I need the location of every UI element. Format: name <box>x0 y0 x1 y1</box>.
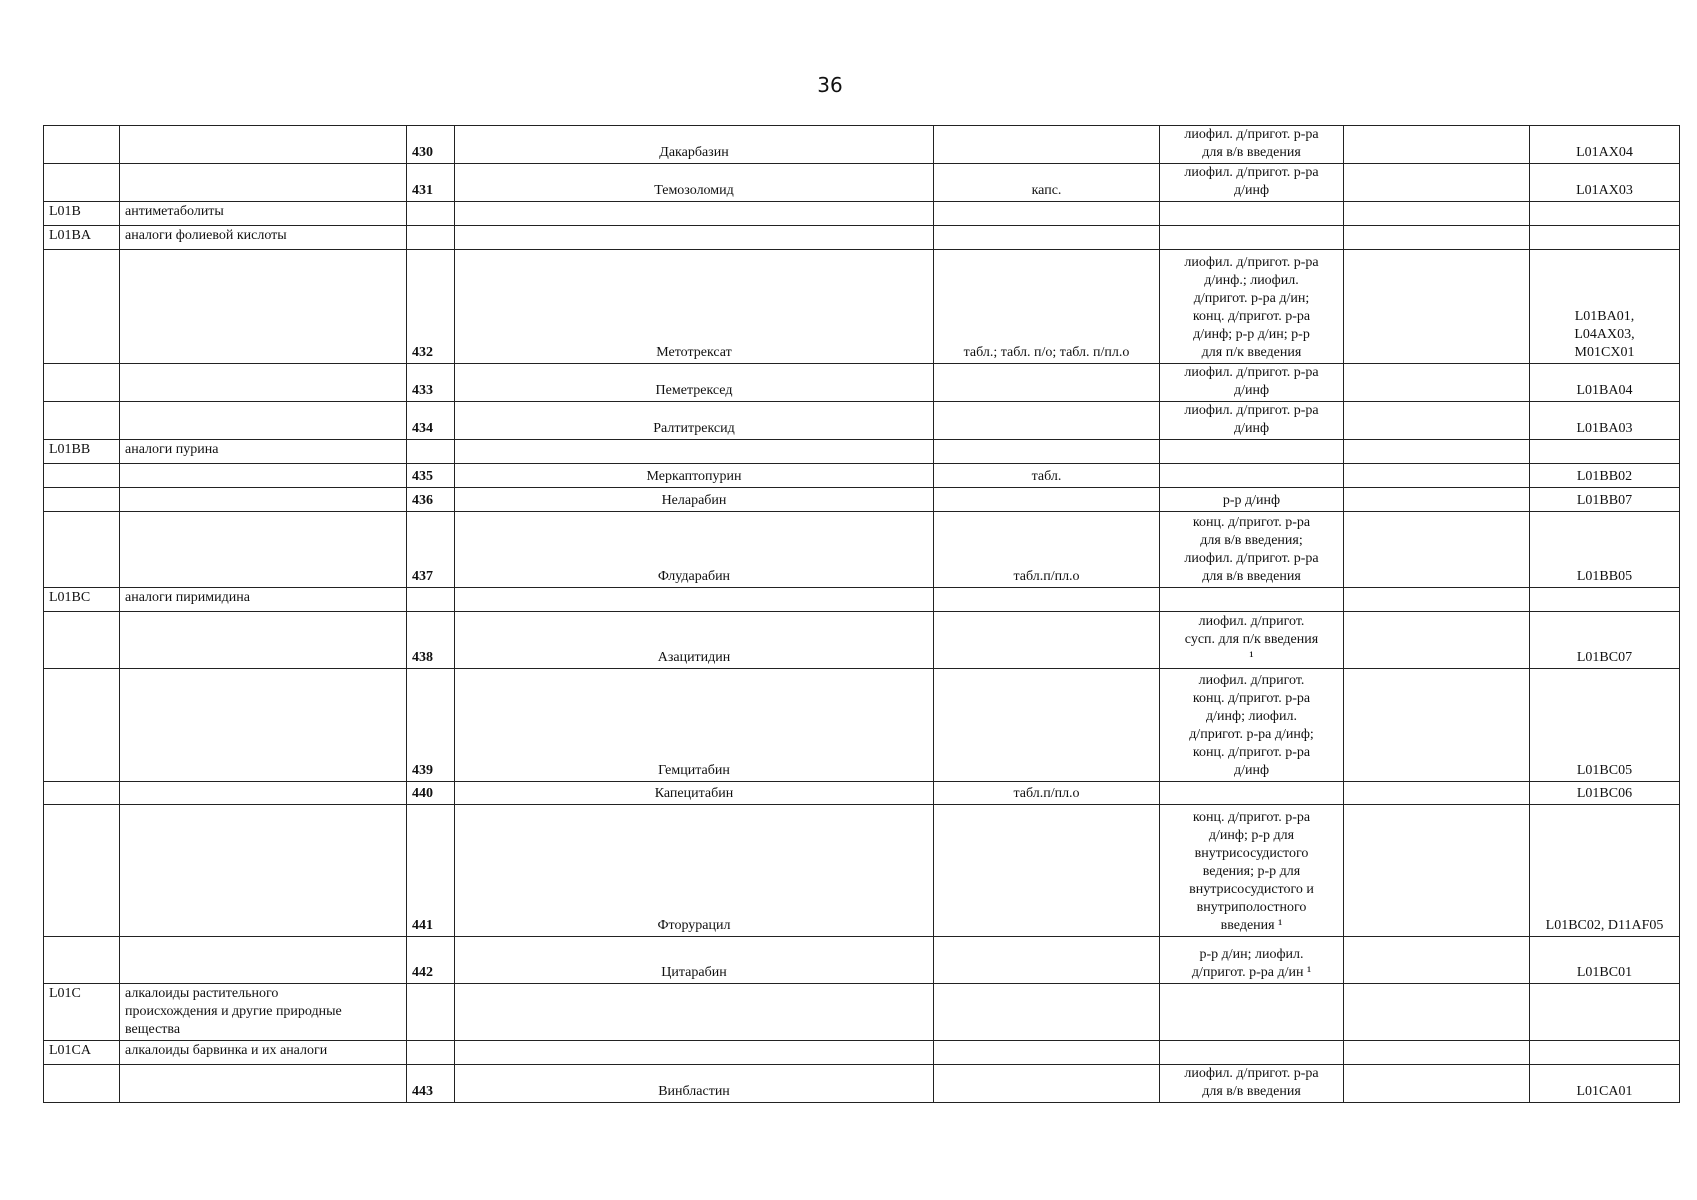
atc-group-code-cell <box>44 126 120 164</box>
table-body <box>44 126 1680 1103</box>
injectable-form-cell <box>1160 164 1344 202</box>
row-number-text: 430 <box>412 145 433 160</box>
injectable-form-text: лиофил. д/пригот. р-ра для в/в введения <box>1184 127 1319 160</box>
atc-group-code-text: L01CA <box>49 1043 91 1058</box>
atc-code-text: L01AX03 <box>1576 183 1633 198</box>
drug-row <box>44 402 1680 440</box>
atc-code-cell <box>1530 588 1680 612</box>
atc-group-code-cell <box>44 226 120 250</box>
empty-column-cell <box>1344 937 1530 984</box>
drug-name-text: Гемцитабин <box>658 763 730 778</box>
drug-name-cell <box>455 1065 934 1103</box>
injectable-form-text: лиофил. д/пригот. р-ра д/инф <box>1184 403 1319 436</box>
oral-form-text: табл.п/пл.о <box>1013 569 1080 584</box>
empty-column-cell <box>1344 669 1530 782</box>
row-number-text: 438 <box>412 650 433 665</box>
atc-group-code-text: L01BC <box>49 590 91 605</box>
atc-code-cell <box>1530 464 1680 488</box>
row-number-cell <box>407 440 455 464</box>
atc-code-cell <box>1530 512 1680 588</box>
row-number-text: 441 <box>412 918 433 933</box>
atc-code-text: L01BB02 <box>1576 469 1633 484</box>
atc-group-code-cell <box>44 440 120 464</box>
drug-row <box>44 464 1680 488</box>
atc-group-code-cell <box>44 805 120 937</box>
drug-name-cell <box>455 612 934 669</box>
injectable-form-text: лиофил. д/пригот. р-ра д/инф <box>1184 165 1319 198</box>
empty-column-cell <box>1344 782 1530 805</box>
drug-name-cell <box>455 164 934 202</box>
row-number-cell <box>407 669 455 782</box>
drug-name-text: Флударабин <box>657 569 731 584</box>
atc-code-cell <box>1530 364 1680 402</box>
row-number-cell <box>407 805 455 937</box>
row-number-cell <box>407 1065 455 1103</box>
empty-column-cell <box>1344 402 1530 440</box>
row-number-text: 436 <box>412 493 433 508</box>
injectable-form-cell <box>1160 202 1344 226</box>
drug-name-cell <box>455 202 934 226</box>
row-number-cell <box>407 588 455 612</box>
row-number-cell <box>407 202 455 226</box>
atc-group-code-cell <box>44 1041 120 1065</box>
row-number-cell <box>407 1041 455 1065</box>
injectable-form-text: лиофил. д/пригот. р-ра д/инф.; лиофил. д/пригот. р-ра д/ин; конц. д/пригот. р-ра д/инф; р-р д/ин; р-р для п/к введения <box>1184 255 1319 360</box>
row-number-cell <box>407 782 455 805</box>
oral-form-cell <box>934 588 1160 612</box>
empty-column-cell <box>1344 464 1530 488</box>
oral-form-cell <box>934 126 1160 164</box>
oral-form-text: табл.; табл. п/о; табл. п/пл.о <box>963 345 1130 360</box>
atc-code-cell <box>1530 440 1680 464</box>
drug-row <box>44 805 1680 937</box>
group-name-cell <box>120 202 407 226</box>
group-name-text: аналоги фолиевой кислоты <box>125 228 287 243</box>
atc-code-text: L01BA01, L04AX03, M01CX01 <box>1574 309 1635 360</box>
atc-code-text: L01BA03 <box>1576 421 1633 436</box>
oral-form-cell <box>934 364 1160 402</box>
injectable-form-cell <box>1160 440 1344 464</box>
drug-row <box>44 669 1680 782</box>
oral-form-cell <box>934 250 1160 364</box>
drug-name-cell <box>455 1041 934 1065</box>
empty-column-cell <box>1344 488 1530 512</box>
drug-name-text: Пеметрексед <box>655 383 733 398</box>
group-row <box>44 440 1680 464</box>
empty-column-cell <box>1344 1041 1530 1065</box>
atc-code-cell <box>1530 1041 1680 1065</box>
drug-name-cell <box>455 488 934 512</box>
group-name-cell <box>120 782 407 805</box>
oral-form-cell <box>934 402 1160 440</box>
group-row <box>44 588 1680 612</box>
row-number-text: 440 <box>412 786 433 801</box>
oral-form-cell <box>934 202 1160 226</box>
atc-group-code-cell <box>44 937 120 984</box>
drug-name-text: Метотрексат <box>656 345 732 360</box>
injectable-form-text: конц. д/пригот. р-ра для в/в введения; лиофил. д/пригот. р-ра для в/в введения <box>1184 515 1319 584</box>
oral-form-cell <box>934 464 1160 488</box>
row-number-cell <box>407 226 455 250</box>
drug-name-text: Дакарбазин <box>659 145 729 160</box>
group-name-cell <box>120 164 407 202</box>
oral-form-cell <box>934 937 1160 984</box>
drug-list-table <box>43 125 1680 1103</box>
group-row <box>44 984 1680 1041</box>
injectable-form-cell <box>1160 226 1344 250</box>
group-name-text: аналоги пиримидина <box>125 590 250 605</box>
group-name-cell <box>120 669 407 782</box>
atc-code-text: L01BC02, D11AF05 <box>1545 918 1664 933</box>
atc-group-code-cell <box>44 250 120 364</box>
atc-code-cell <box>1530 164 1680 202</box>
injectable-form-text: р-р д/ин; лиофил. д/пригот. р-ра д/ин ¹ <box>1191 947 1312 980</box>
drug-name-cell <box>455 805 934 937</box>
injectable-form-cell <box>1160 364 1344 402</box>
drug-row <box>44 1065 1680 1103</box>
group-name-cell <box>120 488 407 512</box>
atc-code-text: L01BB05 <box>1576 569 1633 584</box>
row-number-cell <box>407 984 455 1041</box>
injectable-form-text: лиофил. д/пригот. сусп. для п/к введения ¹ <box>1184 614 1319 665</box>
injectable-form-cell <box>1160 984 1344 1041</box>
atc-code-cell <box>1530 937 1680 984</box>
group-name-cell <box>120 464 407 488</box>
atc-group-code-cell <box>44 588 120 612</box>
group-name-text: антиметаболиты <box>125 204 224 219</box>
drug-name-cell <box>455 512 934 588</box>
atc-group-code-cell <box>44 464 120 488</box>
empty-column-cell <box>1344 226 1530 250</box>
injectable-form-cell <box>1160 669 1344 782</box>
oral-form-text: табл. <box>1031 469 1062 484</box>
drug-row <box>44 250 1680 364</box>
atc-group-code-cell <box>44 612 120 669</box>
injectable-form-cell <box>1160 612 1344 669</box>
row-number-cell <box>407 512 455 588</box>
injectable-form-cell <box>1160 588 1344 612</box>
injectable-form-text: р-р д/инф <box>1222 493 1281 508</box>
empty-column-cell <box>1344 364 1530 402</box>
drug-name-text: Цитарабин <box>661 965 727 980</box>
row-number-text: 439 <box>412 763 433 778</box>
empty-column-cell <box>1344 512 1530 588</box>
injectable-form-text: лиофил. д/пригот. конц. д/пригот. р-ра д/инф; лиофил. д/пригот. р-ра д/инф; конц. д/пригот. р-ра д/инф <box>1189 673 1314 778</box>
empty-column-cell <box>1344 250 1530 364</box>
drug-name-text: Азацитидин <box>657 650 731 665</box>
atc-code-text: L01BC01 <box>1576 965 1633 980</box>
empty-column-cell <box>1344 440 1530 464</box>
group-name-cell <box>120 402 407 440</box>
drug-name-text: Капецитабин <box>654 786 734 801</box>
row-number-cell <box>407 364 455 402</box>
row-number-text: 435 <box>412 469 433 484</box>
group-name-text: алкалоиды растительного происхождения и другие природные вещества <box>125 986 342 1037</box>
group-name-cell <box>120 126 407 164</box>
oral-form-cell <box>934 1041 1160 1065</box>
drug-row <box>44 937 1680 984</box>
injectable-form-cell <box>1160 1041 1344 1065</box>
oral-form-cell <box>934 488 1160 512</box>
empty-column-cell <box>1344 126 1530 164</box>
oral-form-cell <box>934 805 1160 937</box>
page-number: 36 <box>817 73 843 97</box>
drug-name-text: Темозоломид <box>654 183 734 198</box>
row-number-cell <box>407 126 455 164</box>
oral-form-text: табл.п/пл.о <box>1013 786 1080 801</box>
group-name-text: аналоги пурина <box>125 442 219 457</box>
empty-column-cell <box>1344 612 1530 669</box>
drug-name-text: Ралтитрексид <box>653 421 735 436</box>
injectable-form-cell <box>1160 1065 1344 1103</box>
atc-group-code-cell <box>44 512 120 588</box>
atc-code-text: L01CA01 <box>1576 1084 1633 1099</box>
oral-form-cell <box>934 226 1160 250</box>
row-number-cell <box>407 164 455 202</box>
empty-column-cell <box>1344 1065 1530 1103</box>
drug-name-cell <box>455 226 934 250</box>
group-row <box>44 202 1680 226</box>
drug-name-cell <box>455 588 934 612</box>
row-number-text: 434 <box>412 421 433 436</box>
oral-form-cell <box>934 440 1160 464</box>
injectable-form-text: конц. д/пригот. р-ра д/инф; р-р для внутрисосудистого ведения; р-р для внутрисосудистого и внутриполостного введения ¹ <box>1189 810 1314 933</box>
atc-code-cell <box>1530 984 1680 1041</box>
injectable-form-text: лиофил. д/пригот. р-ра д/инф <box>1184 365 1319 398</box>
atc-code-text: L01BB07 <box>1576 493 1633 508</box>
drug-row <box>44 488 1680 512</box>
atc-code-cell <box>1530 126 1680 164</box>
group-name-cell <box>120 1041 407 1065</box>
group-name-cell <box>120 364 407 402</box>
row-number-cell <box>407 250 455 364</box>
drug-name-cell <box>455 250 934 364</box>
oral-form-cell <box>934 782 1160 805</box>
drug-name-cell <box>455 464 934 488</box>
row-number-cell <box>407 488 455 512</box>
oral-form-cell <box>934 1065 1160 1103</box>
group-name-cell <box>120 588 407 612</box>
injectable-form-cell <box>1160 805 1344 937</box>
atc-code-cell <box>1530 1065 1680 1103</box>
oral-form-cell <box>934 984 1160 1041</box>
injectable-form-cell <box>1160 464 1344 488</box>
atc-group-code-text: L01BA <box>49 228 91 243</box>
oral-form-text: капс. <box>1031 183 1062 198</box>
row-number-text: 432 <box>412 345 433 360</box>
group-name-cell <box>120 250 407 364</box>
atc-code-text: L01AX04 <box>1576 145 1633 160</box>
injectable-form-cell <box>1160 937 1344 984</box>
atc-code-text: L01BC07 <box>1576 650 1633 665</box>
atc-group-code-cell <box>44 164 120 202</box>
drug-name-cell <box>455 782 934 805</box>
drug-name-text: Меркаптопурин <box>646 469 742 484</box>
group-row <box>44 1041 1680 1065</box>
injectable-form-cell <box>1160 250 1344 364</box>
row-number-cell <box>407 464 455 488</box>
drug-name-cell <box>455 440 934 464</box>
atc-group-code-text: L01B <box>49 204 81 219</box>
atc-group-code-cell <box>44 669 120 782</box>
drug-name-cell <box>455 402 934 440</box>
oral-form-cell <box>934 164 1160 202</box>
oral-form-cell <box>934 669 1160 782</box>
atc-code-text: L01BC06 <box>1576 786 1633 801</box>
row-number-text: 433 <box>412 383 433 398</box>
group-name-cell <box>120 440 407 464</box>
atc-group-code-cell <box>44 364 120 402</box>
drug-name-cell <box>455 364 934 402</box>
group-name-cell <box>120 512 407 588</box>
injectable-form-cell <box>1160 782 1344 805</box>
atc-code-cell <box>1530 488 1680 512</box>
row-number-text: 437 <box>412 569 433 584</box>
drug-name-cell <box>455 937 934 984</box>
atc-group-code-cell <box>44 1065 120 1103</box>
drug-name-cell <box>455 126 934 164</box>
row-number-text: 442 <box>412 965 433 980</box>
atc-code-cell <box>1530 805 1680 937</box>
row-number-text: 431 <box>412 183 433 198</box>
drug-name-text: Винбластин <box>658 1084 730 1099</box>
empty-column-cell <box>1344 984 1530 1041</box>
group-name-cell <box>120 984 407 1041</box>
atc-code-cell <box>1530 202 1680 226</box>
atc-code-cell <box>1530 402 1680 440</box>
empty-column-cell <box>1344 202 1530 226</box>
drug-name-cell <box>455 984 934 1041</box>
atc-code-cell <box>1530 250 1680 364</box>
drug-row <box>44 164 1680 202</box>
atc-code-text: L01BA04 <box>1576 383 1633 398</box>
drug-name-text: Фторурацил <box>657 918 731 933</box>
drug-row <box>44 782 1680 805</box>
row-number-text: 443 <box>412 1084 433 1099</box>
drug-row <box>44 512 1680 588</box>
group-name-cell <box>120 1065 407 1103</box>
atc-group-code-text: L01BB <box>49 442 91 457</box>
atc-group-code-cell <box>44 402 120 440</box>
empty-column-cell <box>1344 164 1530 202</box>
injectable-form-text: лиофил. д/пригот. р-ра для в/в введения <box>1184 1066 1319 1099</box>
group-name-cell <box>120 612 407 669</box>
atc-code-cell <box>1530 669 1680 782</box>
group-name-cell <box>120 937 407 984</box>
atc-code-cell <box>1530 226 1680 250</box>
drug-row <box>44 612 1680 669</box>
group-name-cell <box>120 805 407 937</box>
drug-row <box>44 126 1680 164</box>
drug-name-text: Неларабин <box>661 493 727 508</box>
row-number-cell <box>407 402 455 440</box>
atc-group-code-cell <box>44 782 120 805</box>
atc-code-text: L01BC05 <box>1576 763 1633 778</box>
injectable-form-cell <box>1160 512 1344 588</box>
group-row <box>44 226 1680 250</box>
atc-group-code-cell <box>44 202 120 226</box>
drug-name-cell <box>455 669 934 782</box>
drug-row <box>44 364 1680 402</box>
oral-form-cell <box>934 512 1160 588</box>
atc-group-code-cell <box>44 984 120 1041</box>
injectable-form-cell <box>1160 126 1344 164</box>
injectable-form-cell <box>1160 488 1344 512</box>
atc-code-cell <box>1530 612 1680 669</box>
row-number-cell <box>407 937 455 984</box>
atc-group-code-cell <box>44 488 120 512</box>
injectable-form-cell <box>1160 402 1344 440</box>
oral-form-cell <box>934 612 1160 669</box>
group-name-cell <box>120 226 407 250</box>
atc-group-code-text: L01C <box>49 986 81 1001</box>
group-name-text: алкалоиды барвинка и их аналоги <box>125 1043 328 1058</box>
empty-column-cell <box>1344 805 1530 937</box>
atc-code-cell <box>1530 782 1680 805</box>
row-number-cell <box>407 612 455 669</box>
empty-column-cell <box>1344 588 1530 612</box>
